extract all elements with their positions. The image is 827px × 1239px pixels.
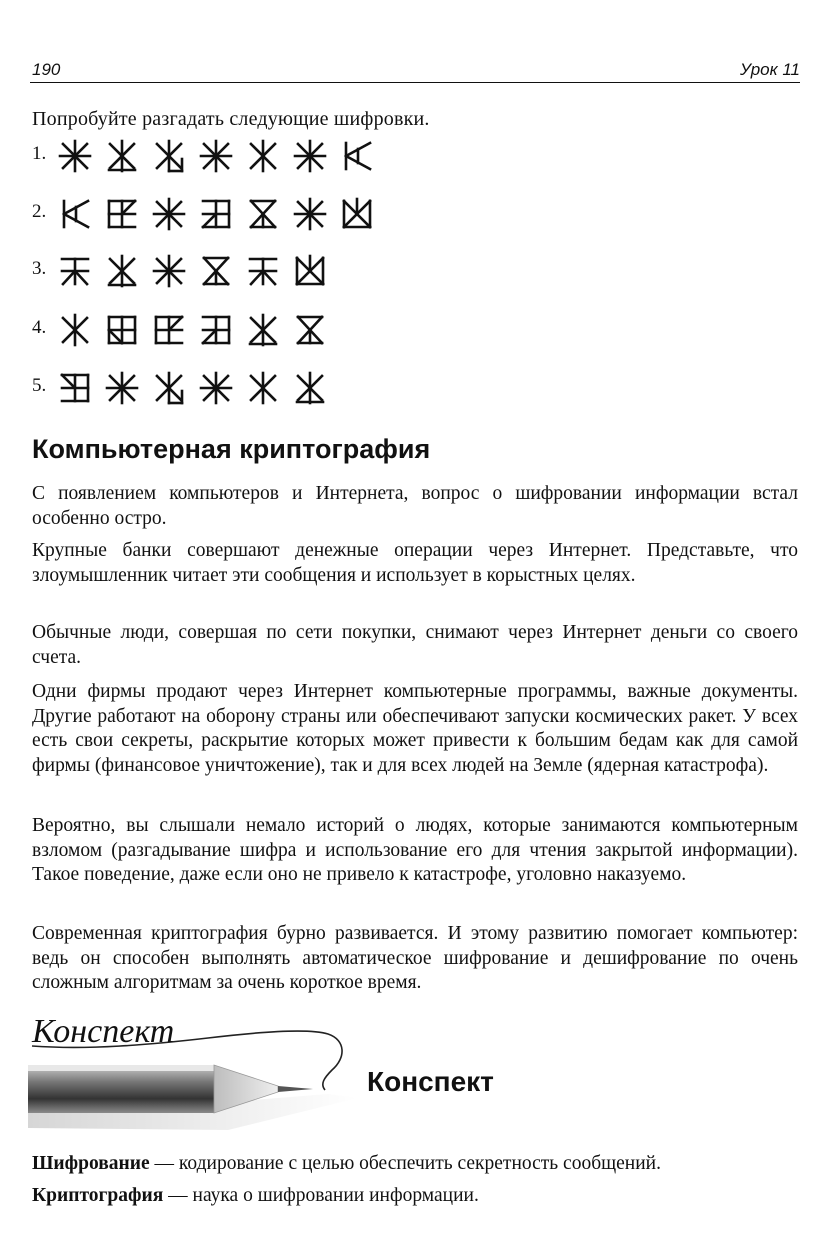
paragraph: Современная криптография бурно развивается. И этому развитию помогает компьютер: ведь он способен выполнять автоматическое шифрование и дешифрование по очень сложным алгоритмам за очень короткое время. [32,923,798,993]
paragraph: Одни фирмы продают через Интернет компьютерные программы, важные документы. Другие работают на оборону страны или обеспечивают запуски космических ракет. У всех есть свои секреты, раскрытие которых может привести к большим бедам как для самой фирмы (финансовое уничтожение), так и для всех людей на Земле (ядерная катастрофа). [32,681,798,776]
cipher-row-number: 4. [32,317,47,338]
cipher-glyph [63,315,87,345]
cipher-glyph [250,315,276,345]
cipher-glyph [157,373,182,403]
cipher-glyph [201,141,231,171]
cipher-glyph [157,141,182,171]
cipher-row-number: 5. [32,375,47,396]
cipher-glyph [109,141,135,171]
running-header [30,58,800,83]
cipher-glyph [204,258,228,284]
paragraph: С появлением компьютеров и Интернета, вопрос о шифровании информации встал особенно остро. [32,483,798,529]
cipher-glyph [295,199,325,229]
paragraph: Вероятно, вы слышали немало историй о людях, которые занимаются компьютерным взломом (разгадывание шифра и использование его для чтения закрытой информации). Такое поведение, даже если оно не привело к катастрофе, уголовно наказуемо. [32,815,798,885]
cipher-glyph [107,373,137,403]
cipher-glyph [346,143,370,169]
cipher-glyphs-row-5 [58,369,418,409]
cipher-glyph [154,256,184,286]
cipher-glyphs-row-1 [58,137,418,177]
intro-text: Попробуйте разгадать следующие шифровки. [32,108,430,130]
cipher-glyph [251,201,275,227]
definition-cryptography [32,1184,802,1208]
cipher-glyph [62,375,88,401]
definition-text: наука о шифровании информации. [192,1185,479,1206]
section-heading: Компьютерная криптография [32,434,431,464]
cipher-glyph [109,317,135,343]
lesson-label: Урок 11 [740,60,800,79]
handwritten-summary-label: Конспект [32,1013,175,1050]
cipher-glyph [203,201,229,227]
cipher-glyph [344,199,370,227]
cipher-glyph [297,373,323,403]
definition-term: Шифрование [32,1153,150,1174]
cipher-glyph [203,317,229,343]
cipher-glyphs-row-2 [58,195,418,235]
summary-title: Конспект [367,1066,494,1097]
definition-dash: — [163,1185,193,1206]
cipher-glyph [109,256,135,286]
cipher-glyph [251,141,275,171]
cipher-glyph [62,259,88,284]
cipher-glyph [251,373,275,403]
page-number: 190 [32,60,61,79]
cipher-glyph [156,317,182,343]
cipher-glyph [295,141,325,171]
definition-text: кодирование с целью обеспечить секретность сообщений. [178,1153,661,1174]
cipher-row-number: 1. [32,143,47,164]
definition-encryption [32,1152,802,1176]
definition-dash: — [149,1153,179,1174]
cipher-glyph [201,373,231,403]
definition-term: Криптография [32,1185,164,1206]
paragraph: Обычные люди, совершая по сети покупки, снимают через Интернет деньги со своего счета. [32,622,798,668]
cipher-row-number: 2. [32,201,47,222]
cipher-glyph [250,259,276,284]
cipher-glyph [109,201,135,227]
cipher-row-number: 3. [32,258,47,279]
cipher-glyph [297,256,323,284]
cipher-glyphs-row-4 [58,311,418,351]
cipher-glyph [298,317,322,343]
cipher-glyphs-row-3 [58,252,418,292]
paragraph: Крупные банки совершают денежные операции через Интернет. Представьте, что злоумышленник читает эти сообщения и использует в корыстных целях. [32,540,798,586]
cipher-glyph [154,199,184,229]
cipher-glyph [60,141,90,171]
cipher-glyph [64,201,88,227]
